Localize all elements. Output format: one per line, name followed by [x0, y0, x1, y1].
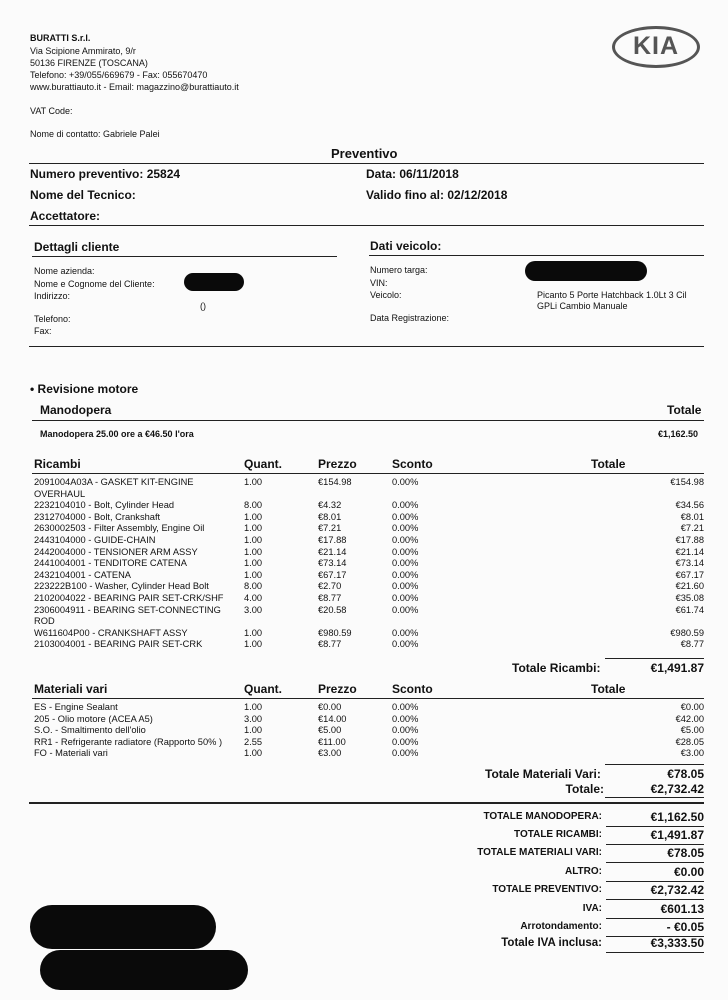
- summary-label: TOTALE RICAMBI:: [514, 829, 602, 840]
- part-price: €20.58: [318, 604, 347, 615]
- part-total: [512, 616, 704, 628]
- part-discount: 0.00%: [392, 523, 419, 534]
- summary-value: €0.00: [673, 865, 704, 879]
- materials-header: Materiali vari: [34, 682, 108, 696]
- part-discount: 0.00%: [392, 627, 419, 638]
- grand-subtotal-underline: [605, 797, 704, 798]
- summary-label: TOTALE MATERIALI VARI:: [477, 847, 602, 858]
- material-desc: 205 - Olio motore (ACEA A5): [34, 713, 153, 724]
- material-discount: 0.00%: [392, 748, 419, 759]
- part-desc: 2091004A03A - GASKET KIT-ENGINE: [34, 477, 194, 487]
- part-total: €34.56: [675, 500, 704, 511]
- material-row: [34, 748, 704, 760]
- part-desc: 2441004001 - TENDITORE CATENA: [34, 558, 187, 569]
- part-row: [34, 593, 704, 605]
- phone-label: Telefono:: [34, 314, 71, 324]
- part-discount: [392, 489, 512, 501]
- parts-total-header: Totale: [591, 457, 626, 471]
- material-discount: 0.00%: [392, 713, 419, 724]
- part-total: €67.17: [675, 569, 704, 580]
- labor-total-header: Totale: [667, 403, 702, 417]
- summary-label: Totale IVA inclusa:: [501, 937, 602, 949]
- parts-discount-header: Sconto: [392, 457, 433, 471]
- part-row: [34, 558, 704, 570]
- labor-line-total: €1,162.50: [658, 429, 699, 439]
- material-total: €0.00: [680, 702, 704, 712]
- materials-total-label: Totale Materiali Vari:: [485, 767, 601, 781]
- part-row: [34, 616, 704, 628]
- vehicle-model-detail: GPLi Cambio Manuale: [537, 301, 628, 311]
- client-header-underline: [32, 256, 337, 257]
- part-discount: 0.00%: [392, 569, 419, 580]
- part-row: [34, 500, 704, 512]
- summary-label: Arrotondamento:: [520, 921, 602, 932]
- material-price: €3.00: [318, 748, 342, 759]
- summary-underline: [606, 862, 704, 863]
- part-total: €17.88: [675, 534, 704, 545]
- part-total: €61.74: [675, 604, 704, 615]
- part-discount: 0.00%: [392, 511, 419, 522]
- part-quantity: 8.00: [244, 581, 263, 592]
- part-row: [34, 477, 704, 489]
- part-discount: 0.00%: [392, 604, 419, 615]
- part-total: €154.98: [670, 477, 704, 487]
- company-field-label: Nome azienda:: [34, 266, 95, 276]
- part-price: €8.01: [318, 511, 342, 522]
- part-quantity: 1.00: [244, 558, 263, 569]
- part-quantity: 1.00: [244, 627, 263, 638]
- part-quantity: 1.00: [244, 569, 263, 580]
- part-desc: 2102004022 - BEARING PAIR SET-CRK/SHF: [34, 592, 224, 603]
- summary-divider: [29, 802, 704, 804]
- part-price: €73.14: [318, 558, 347, 569]
- summary-label: IVA:: [582, 903, 602, 914]
- part-row: [34, 628, 704, 640]
- part-desc: 2443104000 - GUIDE-CHAIN: [34, 534, 156, 545]
- part-total: €35.08: [675, 592, 704, 603]
- part-price: €17.88: [318, 534, 347, 545]
- vehicle-label: Veicolo:: [370, 290, 402, 300]
- part-desc: 2103004001 - BEARING PAIR SET-CRK: [34, 639, 203, 650]
- acceptor: Accettatore:: [30, 209, 101, 223]
- part-discount: 0.00%: [392, 477, 419, 487]
- part-total: €7.21: [680, 523, 704, 534]
- part-quantity: 3.00: [244, 604, 263, 615]
- part-row: [34, 570, 704, 582]
- part-desc: OVERHAUL: [34, 488, 86, 499]
- summary-value: €601.13: [660, 902, 704, 916]
- part-price: €154.98: [318, 477, 352, 487]
- summary-value: €3,333.50: [650, 936, 704, 950]
- fax-label: Fax:: [34, 326, 52, 336]
- part-quantity: 1.00: [244, 546, 263, 557]
- part-price: €7.21: [318, 523, 342, 534]
- material-discount: 0.00%: [392, 702, 419, 712]
- part-desc: ROD: [34, 616, 55, 627]
- quote-date: Data: 06/11/2018: [366, 167, 459, 181]
- summary-value: €2,732.42: [650, 883, 704, 897]
- parts-header-underline: [32, 473, 704, 474]
- material-desc: ES - Engine Sealant: [34, 702, 118, 712]
- material-quantity: 1.00: [244, 702, 263, 712]
- part-row: [34, 547, 704, 559]
- parts-total-value: €1,491.87: [650, 661, 704, 675]
- material-price: €11.00: [318, 736, 346, 747]
- client-section-divider: [29, 346, 704, 347]
- part-total: €21.60: [675, 581, 704, 592]
- vat-code: VAT Code:: [30, 106, 73, 116]
- part-quantity: 1.00: [244, 477, 263, 487]
- address-parentheses: (): [200, 301, 206, 311]
- contact-name: Nome di contatto: Gabriele Palei: [30, 129, 160, 139]
- redacted-signature-2: [40, 950, 248, 990]
- client-name-label: Nome e Cognome del Cliente:: [34, 279, 155, 289]
- material-quantity: 1.00: [244, 748, 263, 759]
- material-row: [34, 725, 704, 737]
- part-quantity: [244, 616, 318, 628]
- part-price: [318, 616, 392, 628]
- part-price: €980.59: [318, 627, 352, 638]
- material-total: €5.00: [680, 725, 704, 736]
- summary-underline: [606, 899, 704, 900]
- part-quantity: 1.00: [244, 639, 263, 650]
- part-row: [34, 512, 704, 524]
- vehicle-header-underline: [369, 255, 704, 256]
- material-discount: 0.00%: [392, 725, 419, 736]
- material-row: [34, 737, 704, 749]
- part-desc: 223222B100 - Washer, Cylinder Head Bolt: [34, 581, 209, 592]
- address-label: Indirizzo:: [34, 291, 71, 301]
- part-price: €8.77: [318, 639, 342, 650]
- part-desc: 2630002503 - Filter Assembly, Engine Oil: [34, 523, 205, 534]
- part-quantity: 1.00: [244, 523, 263, 534]
- part-row: [34, 523, 704, 535]
- plate-label: Numero targa:: [370, 265, 428, 275]
- part-row: [34, 605, 704, 617]
- part-quantity: 8.00: [244, 500, 263, 511]
- part-discount: 0.00%: [392, 592, 419, 603]
- material-quantity: 1.00: [244, 725, 263, 736]
- part-desc: 2306004911 - BEARING SET-CONNECTING: [34, 604, 221, 615]
- materials-table: [34, 702, 704, 760]
- part-price: €8.77: [318, 592, 342, 603]
- material-desc: FO - Materiali vari: [34, 748, 108, 759]
- summary-underline: [606, 826, 704, 827]
- material-desc: RR1 - Refrigerante radiatore (Rapporto 50% ): [34, 736, 223, 747]
- quote-number: Numero preventivo: 25824: [30, 167, 181, 181]
- part-row: [34, 489, 704, 501]
- part-total: €21.14: [675, 546, 704, 557]
- vin-label: VIN:: [370, 278, 388, 288]
- material-price: €14.00: [318, 713, 347, 724]
- materials-total-value: €78.05: [667, 767, 704, 781]
- part-discount: 0.00%: [392, 534, 419, 545]
- material-discount: 0.00%: [392, 736, 419, 747]
- part-price: [318, 489, 392, 501]
- part-price: €4.32: [318, 500, 342, 511]
- summary-value: €78.05: [667, 846, 704, 860]
- material-row: [34, 714, 704, 726]
- vehicle-details-header: Dati veicolo:: [370, 239, 442, 253]
- materials-price-header: Prezzo: [318, 682, 357, 696]
- materials-total-header: Totale: [591, 682, 626, 696]
- materials-total-overline: [605, 764, 704, 765]
- parts-total-overline: [605, 658, 704, 659]
- part-price: €67.17: [318, 569, 347, 580]
- parts-price-header: Prezzo: [318, 457, 357, 471]
- material-row: [34, 702, 704, 714]
- summary-value: €1,491.87: [650, 828, 704, 842]
- redacted-signature-1: [30, 905, 216, 949]
- technician-name: Nome del Tecnico:: [30, 188, 136, 202]
- part-discount: 0.00%: [392, 546, 419, 557]
- materials-discount-header: Sconto: [392, 682, 433, 696]
- part-desc: W611604P00 - CRANKSHAFT ASSY: [34, 627, 188, 638]
- header-divider: [29, 225, 704, 226]
- parts-table: [34, 477, 704, 651]
- part-discount: 0.00%: [392, 558, 419, 569]
- part-row: [34, 639, 704, 651]
- material-price: €0.00: [318, 702, 342, 712]
- part-desc: 2232104010 - Bolt, Cylinder Head: [34, 500, 175, 511]
- document-title: Preventivo: [331, 146, 398, 161]
- registration-date-label: Data Registrazione:: [370, 313, 450, 323]
- part-total: €8.77: [680, 639, 704, 650]
- company-address-line1: Via Scipione Ammirato, 9/r: [30, 46, 136, 56]
- summary-value: €1,162.50: [650, 810, 704, 824]
- material-total: €28.05: [675, 736, 704, 747]
- summary-underline: [606, 881, 704, 882]
- part-desc: 2432104001 - CATENA: [34, 569, 131, 580]
- labor-line: Manodopera 25.00 ore a €46.50 l'ora: [40, 429, 194, 439]
- part-row: [34, 535, 704, 547]
- title-divider: [29, 163, 704, 164]
- kia-logo: [612, 26, 700, 68]
- section-title: • Revisione motore: [30, 382, 139, 396]
- part-row: [34, 581, 704, 593]
- labor-header: Manodopera: [40, 403, 112, 417]
- parts-total-label: Totale Ricambi:: [512, 661, 601, 675]
- company-phone: Telefono: +39/055/669679 - Fax: 055670470: [30, 70, 208, 80]
- summary-label: TOTALE MANODOPERA:: [483, 811, 602, 822]
- material-quantity: 3.00: [244, 713, 263, 724]
- part-desc: 2312704000 - Bolt, Crankshaft: [34, 511, 161, 522]
- grand-subtotal-label: Totale:: [565, 782, 604, 796]
- redacted-plate-vin: [525, 261, 647, 281]
- summary-underline: [606, 844, 704, 845]
- grand-subtotal-value: €2,732.42: [650, 782, 704, 796]
- part-quantity: [244, 489, 318, 501]
- part-total: [512, 489, 704, 501]
- part-price: €21.14: [318, 546, 347, 557]
- client-details-header: Dettagli cliente: [34, 240, 120, 254]
- material-total: €3.00: [680, 748, 704, 759]
- labor-header-underline: [32, 420, 704, 421]
- part-total: €73.14: [675, 558, 704, 569]
- part-quantity: 1.00: [244, 534, 263, 545]
- material-price: €5.00: [318, 725, 342, 736]
- part-quantity: 4.00: [244, 592, 263, 603]
- summary-label: TOTALE PREVENTIVO:: [492, 884, 602, 895]
- part-discount: 0.00%: [392, 581, 419, 592]
- part-total: €8.01: [680, 511, 704, 522]
- part-quantity: 1.00: [244, 511, 263, 522]
- part-discount: [392, 616, 512, 628]
- vehicle-model: Picanto 5 Porte Hatchback 1.0Lt 3 Cil: [537, 290, 687, 300]
- valid-until: Valido fino al: 02/12/2018: [366, 188, 508, 202]
- part-discount: 0.00%: [392, 639, 419, 650]
- material-total: €42.00: [675, 713, 704, 724]
- company-name: BURATTI S.r.l.: [30, 33, 91, 43]
- part-discount: 0.00%: [392, 500, 419, 511]
- material-quantity: 2.55: [244, 736, 263, 747]
- summary-underline: [606, 952, 704, 953]
- part-desc: 2442004000 - TENSIONER ARM ASSY: [34, 546, 198, 557]
- materials-quantity-header: Quant.: [244, 682, 282, 696]
- summary-label: ALTRO:: [564, 866, 602, 877]
- kia-logo-text: KIA: [632, 32, 680, 60]
- summary-value: - €0.05: [666, 920, 704, 934]
- company-address-line2: 50136 FIRENZE (TOSCANA): [30, 58, 148, 68]
- part-price: €2.70: [318, 581, 342, 592]
- parts-header: Ricambi: [34, 457, 81, 471]
- company-web: www.burattiauto.it - Email: magazzino@burattiauto.it: [30, 82, 239, 92]
- summary-underline: [606, 918, 704, 919]
- redacted-client-name: [184, 273, 244, 291]
- parts-quantity-header: Quant.: [244, 457, 282, 471]
- materials-header-underline: [32, 698, 704, 699]
- part-total: €980.59: [670, 627, 704, 638]
- material-desc: S.O. - Smaltimento dell'olio: [34, 725, 146, 736]
